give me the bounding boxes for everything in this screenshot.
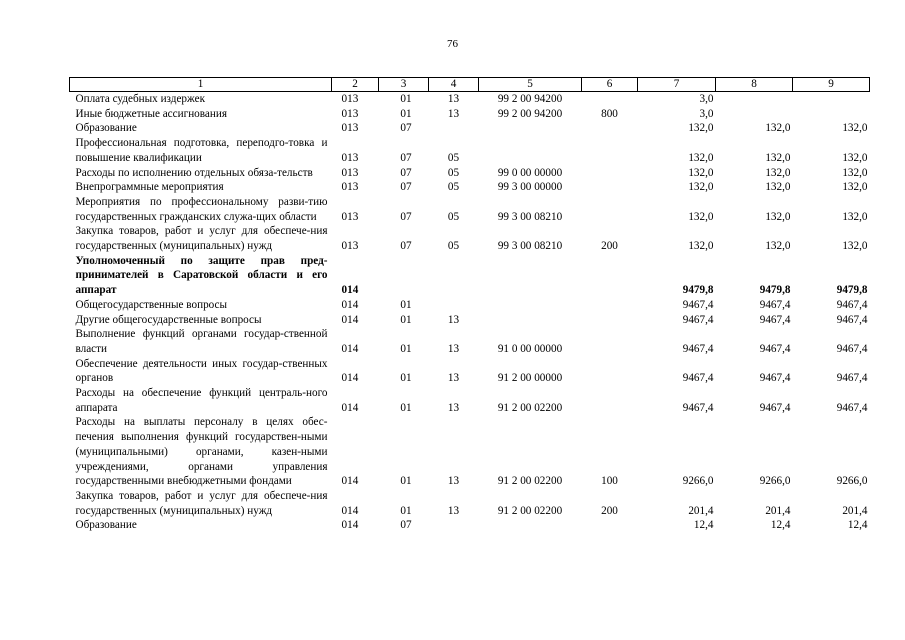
- section-code: 07: [400, 240, 412, 253]
- target-article-code: [479, 121, 582, 136]
- table-row: [70, 166, 870, 181]
- section-code: [379, 254, 429, 298]
- target-article-code: 91 0 00 00000: [497, 342, 563, 355]
- ministry-code: 013: [341, 166, 359, 179]
- ministry-code: 014: [341, 504, 359, 517]
- expense-type-code: [582, 254, 638, 298]
- table-row: [70, 224, 870, 253]
- amount-col7: 9467,4: [682, 372, 714, 385]
- ministry-code: 014: [341, 313, 359, 326]
- subsection-code: 05: [447, 210, 460, 223]
- table-body: [70, 92, 870, 534]
- expense-type-code: [582, 313, 638, 328]
- subsection-code: [429, 298, 479, 313]
- amount-col9: 9467,4: [836, 372, 868, 385]
- amount-col9: 132,0: [842, 240, 868, 253]
- amount-col8: 132,0: [765, 122, 791, 135]
- target-article-code: [479, 136, 582, 165]
- target-article-code: 91 2 00 02200: [497, 475, 563, 488]
- table-row: [70, 121, 870, 136]
- expense-type-code: [582, 518, 638, 533]
- ministry-code: 013: [341, 122, 359, 135]
- amount-col9: 9467,4: [836, 401, 868, 414]
- row-name: Закупка товаров, работ и услуг для обеспече-ния государственных (муниципальных) нужд: [75, 489, 328, 517]
- amount-col9: 9479,8: [836, 284, 868, 297]
- ministry-code: 014: [341, 519, 359, 532]
- subsection-code: 13: [447, 475, 460, 488]
- section-code: 01: [400, 313, 412, 326]
- amount-col8: 201,4: [765, 504, 791, 517]
- target-article-code: 99 3 00 08210: [497, 210, 563, 223]
- section-code: 07: [400, 181, 412, 194]
- amount-col7: 9467,4: [682, 401, 714, 414]
- amount-col8: 132,0: [765, 240, 791, 253]
- section-code: 01: [400, 342, 412, 355]
- subsection-code: 13: [447, 372, 460, 385]
- table-row: [70, 357, 870, 386]
- expense-type-code: [582, 180, 638, 195]
- subsection-code: 13: [447, 401, 460, 414]
- column-header-9: 9: [793, 78, 870, 92]
- target-article-code: 99 2 00 94200: [497, 107, 563, 120]
- table-row: [70, 195, 870, 224]
- amount-col8: 132,0: [765, 151, 791, 164]
- table-row: [70, 180, 870, 195]
- row-name: Расходы по исполнению отдельных обяза-тельств: [75, 166, 313, 179]
- target-article-code: 99 3 00 00000: [497, 181, 563, 194]
- amount-col7: 132,0: [688, 166, 714, 179]
- amount-col9: 132,0: [842, 151, 868, 164]
- amount-col9: 132,0: [842, 166, 868, 179]
- table-row: [70, 254, 870, 298]
- amount-col7: 132,0: [688, 210, 714, 223]
- ministry-code: 013: [341, 181, 359, 194]
- section-code: 07: [400, 122, 412, 135]
- row-name: Образование: [75, 122, 137, 135]
- row-name: Оплата судебных издержек: [75, 93, 206, 105]
- row-name: Образование: [75, 519, 137, 532]
- row-name: Расходы на выплаты персоналу в целях обес-печения выполнения функций государствен-ными (муниципальными) органами, казен-ными учреждениями, органами управления государственными внебюджетными фондами: [75, 416, 328, 488]
- ministry-code: 014: [341, 401, 359, 414]
- table-row: [70, 327, 870, 356]
- section-code: 01: [400, 401, 412, 414]
- row-name: Другие общегосударственные вопросы: [75, 313, 262, 326]
- amount-col9: 12,4: [847, 519, 868, 532]
- subsection-code: 05: [447, 240, 460, 253]
- target-article-code: 91 2 00 02200: [497, 401, 563, 414]
- amount-col7: 9467,4: [682, 342, 714, 355]
- amount-col8: 9479,8: [759, 284, 791, 297]
- expense-type-code: [582, 386, 638, 415]
- amount-col8: 132,0: [765, 166, 791, 179]
- amount-col7: 3,0: [699, 107, 714, 120]
- target-article-code: [479, 313, 582, 328]
- expense-type-code: 800: [601, 107, 618, 120]
- target-article-code: 99 3 00 08210: [497, 240, 563, 253]
- row-name: Закупка товаров, работ и услуг для обеспече-ния государственных (муниципальных) нужд: [75, 225, 328, 253]
- section-code: 01: [400, 475, 412, 488]
- expense-type-code: [582, 136, 638, 165]
- table-row: [70, 415, 870, 489]
- amount-col8: 9467,4: [759, 372, 791, 385]
- page-number: 76: [447, 38, 458, 50]
- column-header-8: 8: [716, 78, 793, 92]
- column-header-4: 4: [429, 78, 479, 92]
- section-code: 07: [400, 210, 412, 223]
- ministry-code: 014: [341, 475, 359, 488]
- expense-type-code: [582, 92, 638, 107]
- row-name: Иные бюджетные ассигнования: [75, 107, 227, 120]
- section-code: 07: [400, 166, 412, 179]
- subsection-code: [429, 254, 479, 298]
- amount-col8: 9467,4: [759, 298, 791, 311]
- amount-col8: 9467,4: [759, 342, 791, 355]
- section-code: 01: [400, 298, 412, 311]
- amount-col9: 132,0: [842, 122, 868, 135]
- subsection-code: 13: [447, 313, 460, 326]
- amount-col8: 132,0: [765, 181, 791, 194]
- row-name: Уполномоченный по защите прав пред-принимателей в Саратовской области и его аппарат: [75, 254, 328, 297]
- row-name: Общегосударственные вопросы: [75, 298, 228, 311]
- amount-col7: 9467,4: [682, 298, 714, 311]
- subsection-code: 05: [447, 181, 460, 194]
- row-name: Внепрограммные мероприятия: [75, 181, 224, 194]
- row-name: Расходы на обеспечение функций централь-ного аппарата: [75, 387, 328, 414]
- amount-col9: 132,0: [842, 181, 868, 194]
- column-header-6: 6: [582, 78, 638, 92]
- subsection-code: 05: [447, 151, 460, 164]
- table-header-row: [70, 78, 870, 92]
- section-code: 07: [400, 519, 412, 532]
- ministry-code: 013: [341, 210, 359, 223]
- amount-col9: 9266,0: [836, 475, 868, 488]
- column-header-2: 2: [332, 78, 379, 92]
- ministry-code: 013: [341, 93, 359, 105]
- table-row: [70, 92, 870, 107]
- expense-type-code: [582, 195, 638, 224]
- amount-col9: 9467,4: [836, 313, 868, 326]
- subsection-code: 13: [447, 107, 460, 120]
- amount-col7: 132,0: [688, 181, 714, 194]
- expense-type-code: [582, 298, 638, 313]
- amount-col9: 9467,4: [836, 342, 868, 355]
- row-name: Мероприятия по профессиональному разви-тию государственных гражданских служа-щих области: [75, 195, 328, 223]
- ministry-code: 014: [341, 298, 359, 311]
- row-name: Обеспечение деятельности иных государ-ственных органов: [75, 357, 328, 385]
- amount-col9: 132,0: [842, 210, 868, 223]
- table-row: [70, 313, 870, 328]
- table-row: [70, 107, 870, 122]
- subsection-code: [429, 518, 479, 533]
- ministry-code: 014: [341, 342, 359, 355]
- table-row: [70, 386, 870, 415]
- amount-col9: 201,4: [842, 504, 868, 517]
- ministry-code: 013: [341, 240, 359, 253]
- table-row: [70, 518, 870, 533]
- target-article-code: 91 2 00 02200: [497, 504, 563, 517]
- section-code: 01: [400, 504, 412, 517]
- amount-col8: [716, 107, 793, 122]
- subsection-code: 13: [447, 342, 460, 355]
- section-code: 01: [400, 372, 412, 385]
- amount-col7: 3,0: [699, 93, 714, 105]
- subsection-code: 13: [447, 93, 460, 105]
- budget-table: [69, 77, 870, 533]
- amount-col8: [716, 92, 793, 107]
- amount-col9: [793, 107, 870, 122]
- column-header-5: 5: [479, 78, 582, 92]
- column-header-1: 1: [70, 78, 332, 92]
- target-article-code: 91 2 00 00000: [497, 372, 563, 385]
- section-code: 01: [400, 107, 412, 120]
- amount-col7: 132,0: [688, 122, 714, 135]
- section-code: 01: [400, 93, 412, 105]
- amount-col8: 9467,4: [759, 313, 791, 326]
- expense-type-code: 100: [601, 475, 618, 488]
- amount-col7: 12,4: [693, 519, 714, 532]
- expense-type-code: 200: [601, 504, 618, 517]
- subsection-code: 13: [447, 504, 460, 517]
- amount-col8: 9467,4: [759, 401, 791, 414]
- target-article-code: [479, 254, 582, 298]
- amount-col7: 9479,8: [682, 284, 714, 297]
- section-code: 07: [400, 151, 412, 164]
- amount-col7: 201,4: [688, 504, 714, 517]
- amount-col7: 132,0: [688, 151, 714, 164]
- ministry-code: 013: [341, 151, 359, 164]
- expense-type-code: [582, 166, 638, 181]
- amount-col8: 12,4: [770, 519, 791, 532]
- table-row: [70, 136, 870, 165]
- expense-type-code: [582, 121, 638, 136]
- column-header-3: 3: [379, 78, 429, 92]
- target-article-code: 99 2 00 94200: [497, 93, 563, 105]
- row-name: Выполнение функций органами государ-ственной власти: [75, 328, 328, 355]
- subsection-code: 05: [447, 166, 460, 179]
- expense-type-code: [582, 327, 638, 356]
- amount-col9: 9467,4: [836, 298, 868, 311]
- expense-type-code: 200: [601, 240, 618, 253]
- amount-col7: 132,0: [688, 240, 714, 253]
- expense-type-code: [582, 357, 638, 386]
- subsection-code: [429, 121, 479, 136]
- amount-col7: 9467,4: [682, 313, 714, 326]
- target-article-code: [479, 298, 582, 313]
- ministry-code: 014: [341, 372, 359, 385]
- amount-col7: 9266,0: [682, 475, 714, 488]
- row-name: Профессиональная подготовка, переподго-товка и повышение квалификации: [75, 137, 328, 164]
- column-header-7: 7: [638, 78, 716, 92]
- ministry-code: 013: [341, 107, 359, 120]
- table-row: [70, 298, 870, 313]
- amount-col8: 132,0: [765, 210, 791, 223]
- ministry-code: 014: [341, 284, 359, 297]
- table-row: [70, 489, 870, 518]
- amount-col8: 9266,0: [759, 475, 791, 488]
- target-article-code: [479, 518, 582, 533]
- target-article-code: 99 0 00 00000: [497, 166, 563, 179]
- amount-col9: [793, 92, 870, 107]
